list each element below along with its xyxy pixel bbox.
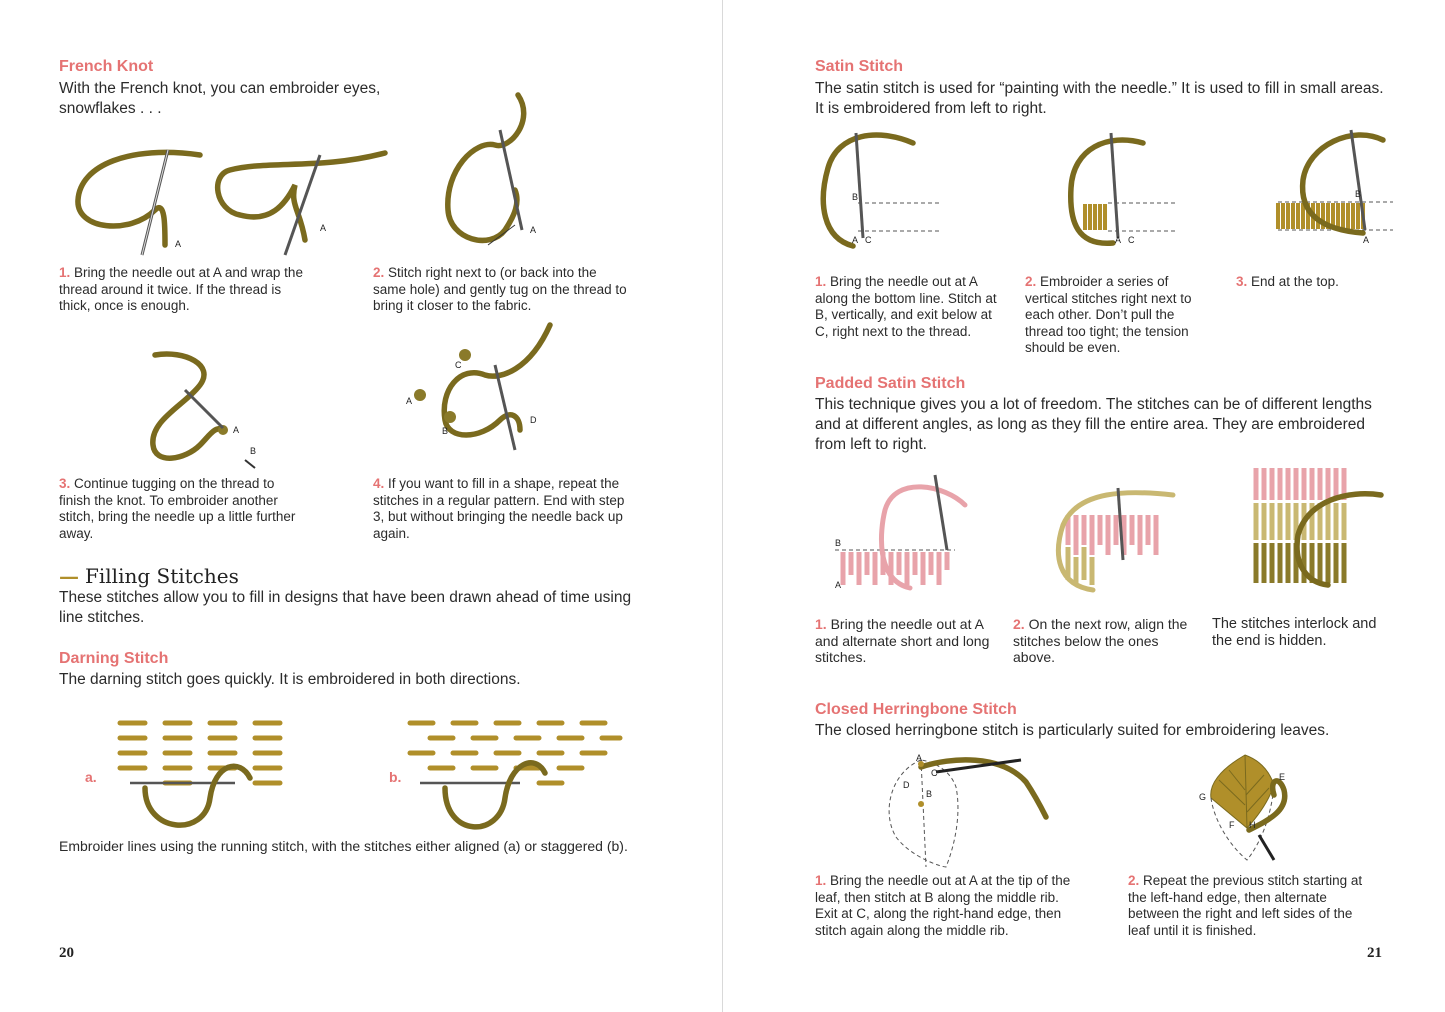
svg-text:A: A [320,223,327,233]
svg-text:A: A [406,396,413,406]
french-knot-step3-figure [145,350,265,470]
svg-text:D: D [903,780,910,790]
svg-text:E: E [1279,772,1286,782]
svg-text:A: A [1115,235,1122,245]
darning-figure-a [115,718,295,838]
svg-text:F: F [1229,820,1235,830]
french-knot-step2-figure [440,90,560,250]
satin-stitch-title: Satin Stitch [815,58,904,75]
padded-step-2: 2. On the next row, align the stitches below the ones above. [1013,616,1188,665]
french-knot-step4-figure [400,320,560,470]
padded-satin-intro: This technique gives you a lot of freedom. The stitches can be of different lengths and at different angles, as long as they fill the entire area. They are embroidered from left to right. [815,396,1372,453]
satin-step1-figure [818,128,943,253]
french-knot-step1-figure [70,145,390,255]
svg-text:B: B [250,446,257,456]
svg-text:A: A [852,235,859,245]
satin-step-1: 1. Bring the needle out at A along the bottom line. Stitch at B, vertically, and exit below at C, right next to the thread. [815,274,997,339]
padded-step1-figure [835,470,970,600]
left-page [0,0,722,1012]
right-page [723,0,1445,1012]
svg-text:B: B [852,192,859,202]
svg-text:B: B [835,538,842,548]
padded-step-3: The stitches interlock and the end is hidden. [1212,616,1377,649]
svg-text:G: G [1199,792,1207,802]
french-knot-step-1: 1. Bring the needle out at A and wrap the thread around it twice. If the thread is thick, once is enough. [59,265,303,313]
darning-figure-a-label: a. [85,769,97,785]
svg-text:A: A [1363,235,1370,245]
satin-step-2: 2. Embroider a series of vertical stitches right next to each other. Don’t pull the thread too tight; the tension should be even. [1025,274,1192,355]
filling-stitches-heading: — Filling Stitches [59,564,239,588]
padded-satin-title: Padded Satin Stitch [815,375,966,392]
svg-text:A: A [916,753,923,763]
darning-figure-b-label: b. [389,769,402,785]
label-a: A [175,239,182,249]
satin-step2-figure [1063,128,1188,253]
svg-text:C: C [455,360,462,370]
svg-text:C: C [931,768,938,778]
darning-stitch-intro: The darning stitch goes quickly. It is embroidered in both directions. [59,671,521,688]
herringbone-title: Closed Herringbone Stitch [815,701,1017,718]
herringbone-step-1: 1. Bring the needle out at A at the tip of the leaf, then stitch at B along the middle rib. Exit at C, along the right-hand edge, then stitch again along the middle rib. [815,873,1071,938]
svg-text:B: B [1355,189,1362,199]
herringbone-step-2: 2. Repeat the previous stitch starting at the left-hand edge, then alternate between the right and left sides of the leaf until it is finished. [1128,873,1363,938]
herringbone-step1-figure [881,752,1056,872]
svg-text:B: B [442,426,449,436]
satin-stitch-intro: The satin stitch is used for “painting with the needle.” It is used to fill in small areas. It is embroidered from left to right. [815,80,1384,117]
french-knot-title: French Knot [59,58,154,75]
svg-text:H: H [1249,820,1256,830]
svg-text:C: C [865,235,872,245]
herringbone-intro: The closed herringbone stitch is particularly suited for embroidering leaves. [815,722,1330,739]
filling-stitches-intro: These stitches allow you to fill in designs that have been drawn ahead of time using line stitches. [59,589,632,626]
svg-text:C: C [1128,235,1135,245]
french-knot-step-3: 3. Continue tugging on the thread to finish the knot. To embroider another stitch, bring the needle up a little further away. [59,476,296,541]
darning-stitch-title: Darning Stitch [59,650,169,667]
svg-text:A: A [835,580,842,590]
svg-text:B: B [926,789,933,799]
darning-caption: Embroider lines using the running stitch, with the stitches either aligned (a) or staggered (b). [59,838,628,854]
darning-figure-b [405,718,625,838]
svg-text:A: A [530,225,537,235]
page-number-left: 20 [59,945,74,961]
svg-text:D: D [530,415,537,425]
herringbone-step2-figure [1199,750,1309,870]
padded-step-1: 1. Bring the needle out at A and alternate short and long stitches. [815,616,990,665]
page-number-right: 21 [1367,945,1382,961]
french-knot-step-4: 4. If you want to fill in a shape, repeat the stitches in a regular pattern. End with step 3, but without bringing the needle back up again. [373,476,625,541]
french-knot-step-2: 2. Stitch right next to (or back into the same hole) and gently tug on the thread to bring it closer to the fabric. [373,265,627,313]
padded-step2-figure [1048,485,1183,605]
french-knot-intro: With the French knot, you can embroider eyes, snowflakes . . . [59,80,381,117]
svg-text:A: A [233,425,240,435]
satin-step3-figure [1273,125,1398,250]
satin-step-3: 3. End at the top. [1236,274,1339,289]
padded-step3-figure [1253,465,1398,590]
